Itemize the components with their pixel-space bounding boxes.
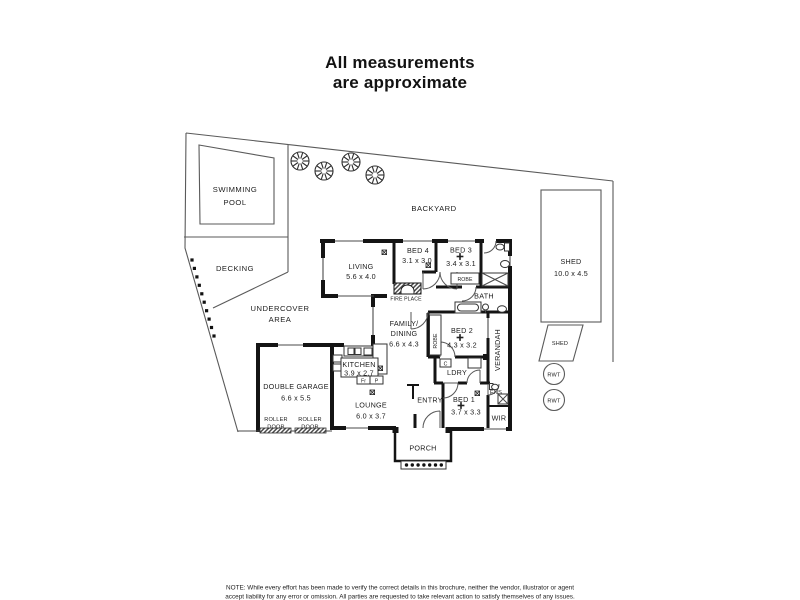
laundry-cupboard bbox=[440, 358, 481, 368]
kitchen-dims: 3.9 x 2.7 bbox=[344, 368, 374, 378]
decking-label: DECKING bbox=[215, 264, 255, 273]
shed bbox=[541, 190, 601, 322]
kitchen-label: KITCHEN bbox=[342, 360, 376, 369]
note-line1: NOTE: While every effort has been made to verify the correct details in this brochure, neither the vendor, illustrator or agent bbox=[226, 584, 574, 592]
garage-dims: 6.6 x 5.5 bbox=[281, 393, 311, 403]
bed2-dims: 4.3 x 3.2 bbox=[447, 340, 477, 350]
bed1-dims: 3.7 x 3.3 bbox=[451, 407, 481, 417]
bed3-label: BED 3 bbox=[449, 245, 473, 255]
ldry-label: LDRY bbox=[446, 368, 468, 377]
title-line2: are approximate bbox=[332, 73, 468, 92]
small-shed bbox=[539, 325, 583, 361]
pedestal-basin-icon bbox=[483, 304, 489, 310]
wir-label: WIR bbox=[491, 413, 507, 423]
shed-dims: 10.0 x 4.5 bbox=[553, 269, 589, 278]
trees bbox=[291, 152, 384, 184]
entry-label: ENTRY bbox=[417, 395, 443, 405]
disclaimer-note bbox=[225, 585, 575, 600]
fridge-label: Fr bbox=[360, 378, 367, 385]
bed3-robe-label: ROBE bbox=[457, 277, 473, 283]
bed4-dims: 3.1 x 3.0 bbox=[402, 256, 432, 265]
disclaimer-title bbox=[325, 53, 475, 92]
shed-label: SHED bbox=[560, 257, 582, 266]
toilet-cistern bbox=[505, 243, 510, 251]
fireplace-label: FIRE PLACE bbox=[390, 296, 422, 303]
swimming-pool-label-2: POOL bbox=[223, 198, 247, 207]
kitchen-sink bbox=[348, 348, 354, 355]
bed1-label: BED 1 bbox=[452, 395, 476, 404]
rwt-label-2: RWT bbox=[547, 398, 561, 405]
bath-basin-icon bbox=[498, 306, 507, 312]
swimming-pool-label-1: SWIMMING bbox=[212, 185, 258, 194]
fireplace bbox=[390, 283, 422, 303]
bed4-label: BED 4 bbox=[406, 246, 430, 255]
roller-door1-label-1: ROLLER bbox=[264, 417, 288, 423]
roller-door2-label-1: ROLLER bbox=[298, 417, 322, 423]
bath-label: BATH bbox=[474, 291, 494, 301]
bath-fixtures bbox=[455, 302, 507, 313]
family-label-2: DINING bbox=[390, 329, 418, 338]
bed2-label: BED 2 bbox=[450, 326, 474, 335]
bed3-dims: 3.4 x 3.1 bbox=[446, 259, 476, 268]
linen-cupboard bbox=[482, 273, 508, 286]
kitchen-cooktop bbox=[364, 348, 372, 355]
cupboard-label: C bbox=[443, 361, 448, 368]
garage-label: DOUBLE GARAGE bbox=[263, 382, 329, 391]
porch-label: PORCH bbox=[409, 443, 437, 453]
wc-fixtures bbox=[496, 243, 510, 268]
bed2-robe bbox=[430, 315, 442, 355]
family-label-1: FAMILY/ bbox=[389, 319, 419, 328]
living-dims: 5.6 x 4.0 bbox=[346, 272, 376, 281]
pantry-label: P bbox=[374, 378, 379, 385]
family-dims: 6.6 x 4.3 bbox=[389, 339, 419, 349]
undercover-label-2: AREA bbox=[268, 315, 292, 324]
boundary-fence bbox=[190, 258, 215, 337]
small-shed-label: SHED bbox=[551, 341, 569, 347]
laundry-trough bbox=[468, 358, 481, 368]
undercover-label-1: UNDERCOVER bbox=[250, 304, 310, 313]
ens-label: ENS bbox=[489, 390, 503, 396]
rwt-label-1: RWT bbox=[547, 372, 561, 379]
living-label: LIVING bbox=[348, 262, 374, 271]
lounge-dims: 6.0 x 3.7 bbox=[356, 411, 386, 421]
backyard-label: BACKYARD bbox=[411, 204, 457, 213]
undercover-area-label bbox=[250, 304, 309, 324]
verandah-label: VERANDAH bbox=[493, 329, 502, 371]
rainwater-tank-2 bbox=[544, 390, 565, 411]
ens-toilet-icon bbox=[492, 384, 499, 389]
bed2-robe-label: ROBE bbox=[433, 333, 439, 349]
wc-basin-icon bbox=[501, 261, 510, 268]
swimming-pool bbox=[199, 145, 274, 224]
note-line2: accept liability for any error or omission. All parties are requested to take relevant action to satisfy themselves of any issues. bbox=[225, 593, 575, 600]
roller-door1-label-2: DOOR bbox=[267, 424, 285, 431]
title-line1: All measurements bbox=[325, 53, 475, 72]
rainwater-tank-1 bbox=[544, 364, 565, 385]
bed3-robe bbox=[451, 273, 479, 284]
lounge-label: LOUNGE bbox=[355, 400, 387, 410]
wall-pier bbox=[483, 354, 489, 360]
roller-door2-label-2: DOOR bbox=[301, 424, 319, 431]
toilet-icon bbox=[496, 244, 504, 250]
